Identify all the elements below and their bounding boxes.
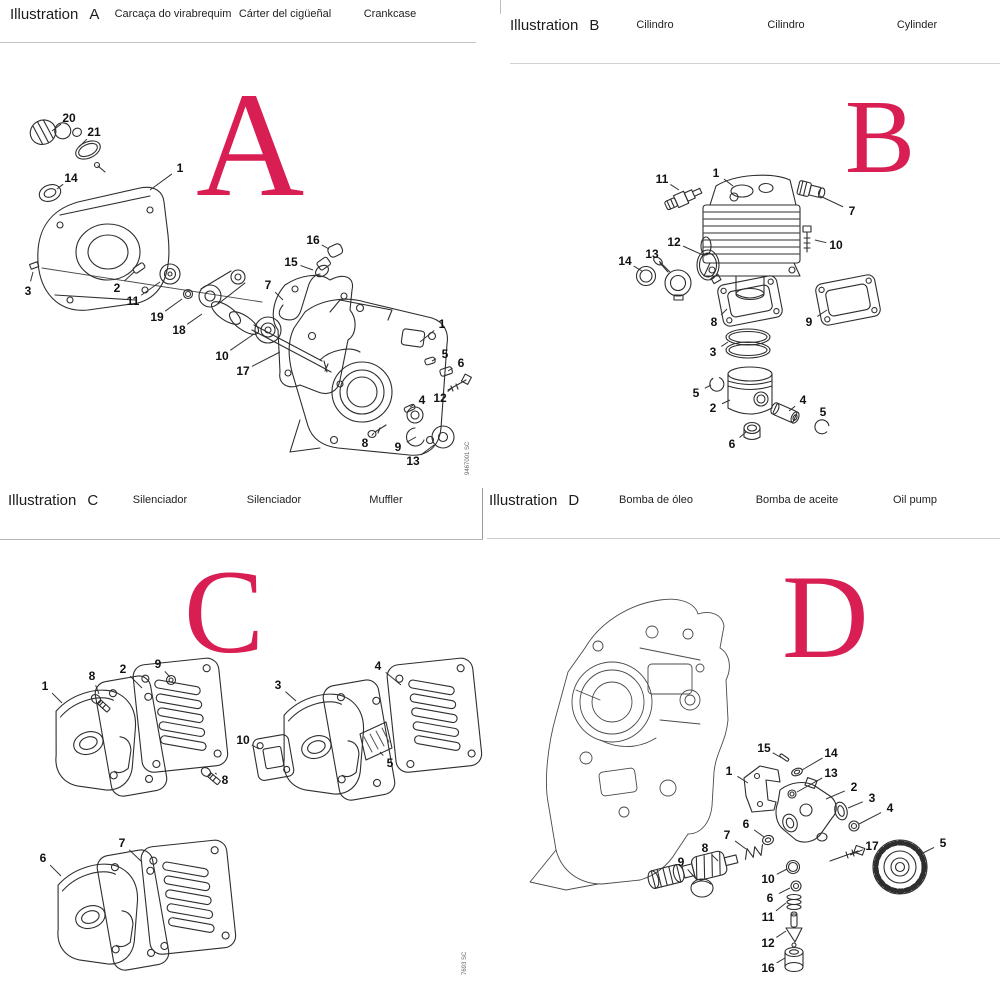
callout-leader xyxy=(779,888,790,894)
callout-number: 8 xyxy=(221,773,229,787)
crankcase-exploded-diagram xyxy=(0,50,500,480)
callout-leader xyxy=(420,330,434,342)
callout-number: 6 xyxy=(457,356,465,370)
callout-number: 8 xyxy=(88,669,96,683)
callout-leader xyxy=(670,184,679,190)
illustration-label: Illustration xyxy=(510,17,579,34)
callout-number: 14 xyxy=(64,171,78,185)
callout-number: 5 xyxy=(692,386,700,400)
callout-number: 8 xyxy=(710,315,718,329)
callout-number: 4 xyxy=(799,393,807,407)
callout-leader xyxy=(740,432,746,437)
callout-leader xyxy=(815,240,826,243)
callout-leader xyxy=(285,692,296,701)
crankcase-background-art xyxy=(530,599,729,890)
callout-leader xyxy=(776,903,786,911)
caption-es: Cárter del cigüeñal xyxy=(238,8,332,20)
callout-number: 2 xyxy=(119,662,127,676)
callout-number: 9 xyxy=(394,440,402,454)
callout-number: 13 xyxy=(645,247,659,261)
callout-number: 10 xyxy=(236,733,250,747)
top-divider-tick xyxy=(500,0,501,14)
callout-leader xyxy=(754,830,764,837)
callouts-layer xyxy=(678,741,947,975)
callout-leader xyxy=(50,865,61,876)
panel-b-title xyxy=(510,17,599,34)
oil-pump-exploded-diagram xyxy=(460,545,1000,1000)
callout-leader xyxy=(721,342,728,346)
callout-number: 13 xyxy=(406,454,420,468)
callout-number: 10 xyxy=(829,238,843,252)
caption-en: Oil pump xyxy=(892,494,938,506)
header-rule-a xyxy=(0,42,476,43)
callout-leader xyxy=(777,869,787,874)
crankcase-line-art xyxy=(26,105,471,455)
callout-leader xyxy=(859,813,881,824)
callout-leader xyxy=(165,299,182,311)
callout-number: 1 xyxy=(176,161,184,175)
callout-number: 3 xyxy=(709,345,717,359)
callout-leader xyxy=(165,671,170,677)
callout-number: 3 xyxy=(24,284,32,298)
callout-number: 4 xyxy=(418,393,426,407)
callout-leader xyxy=(407,437,416,442)
caption-pt: Bomba de óleo xyxy=(619,494,693,506)
illustration-letter: B xyxy=(589,17,600,34)
callout-leader xyxy=(712,855,718,861)
callout-leader xyxy=(230,334,254,350)
callout-number: 3 xyxy=(868,791,876,805)
callout-leader xyxy=(130,676,142,688)
callout-number: 3 xyxy=(274,678,282,692)
callout-leader xyxy=(820,196,843,207)
oil-pump-line-art xyxy=(646,753,927,971)
callout-leader xyxy=(659,261,670,272)
callout-leader xyxy=(776,931,786,937)
drawing-code-a: 9467001 SC xyxy=(465,441,471,475)
callout-number: 6 xyxy=(766,891,774,905)
callout-number: 7 xyxy=(848,204,856,218)
illustration-label: Illustration xyxy=(489,492,558,509)
callout-leader xyxy=(79,139,87,147)
callout-number: 6 xyxy=(728,437,736,451)
cylinder-line-art xyxy=(637,175,882,439)
callout-leader xyxy=(215,773,217,774)
drawing-code-c: 7693 SC xyxy=(462,951,468,975)
callout-number: 2 xyxy=(850,780,858,794)
caption-en: Cylinder xyxy=(896,19,938,31)
caption-pt: Silenciador xyxy=(132,494,188,506)
callout-number: 2 xyxy=(113,281,121,295)
caption-pt: Cilindro xyxy=(636,19,674,31)
callout-number: 6 xyxy=(39,851,47,865)
callout-number: 2 xyxy=(709,401,717,415)
illustration-letter: A xyxy=(89,6,100,23)
callout-number: 5 xyxy=(939,836,947,850)
panel-c-title xyxy=(8,492,98,509)
callout-number: 9 xyxy=(677,855,685,869)
callout-number: 20 xyxy=(62,111,76,125)
callout-number: 13 xyxy=(824,766,838,780)
callout-leader xyxy=(921,847,934,854)
panel-a-title xyxy=(10,6,99,23)
callout-number: 1 xyxy=(41,679,49,693)
section-letter-d: D xyxy=(782,550,869,683)
caption-en: Muffler xyxy=(369,494,403,506)
callout-number: 12 xyxy=(761,936,775,950)
caption-es: Silenciador xyxy=(246,494,302,506)
panel-d-title xyxy=(489,492,579,509)
callout-number: 8 xyxy=(361,436,369,450)
callout-number: 17 xyxy=(236,364,250,378)
callout-number: 4 xyxy=(374,659,382,673)
callout-number: 10 xyxy=(215,349,229,363)
caption-pt: Carcaça do virabrequim xyxy=(114,8,232,20)
callout-leader xyxy=(848,802,863,808)
callout-number: 7 xyxy=(118,836,126,850)
callout-leader xyxy=(688,869,697,880)
callout-number: 15 xyxy=(284,255,298,269)
callout-number: 8 xyxy=(701,841,709,855)
illustration-letter: D xyxy=(568,492,580,509)
cd-header-divider xyxy=(482,488,483,539)
callout-number: 21 xyxy=(87,125,101,139)
callout-number: 12 xyxy=(667,235,681,249)
callout-number: 18 xyxy=(172,323,186,337)
callout-number: 16 xyxy=(306,233,320,247)
callout-leader xyxy=(817,310,827,316)
callout-leader xyxy=(372,433,374,436)
callout-number: 5 xyxy=(441,347,449,361)
caption-es: Cilindro xyxy=(767,19,805,31)
caption-es: Bomba de aceite xyxy=(755,494,839,506)
caption-en: Crankcase xyxy=(363,8,417,20)
callout-number: 15 xyxy=(757,741,771,755)
illustration-label: Illustration xyxy=(8,492,77,509)
callout-leader xyxy=(252,352,280,366)
callout-leader xyxy=(421,445,434,455)
callout-leader xyxy=(722,400,730,404)
callout-number: 11 xyxy=(761,910,775,924)
muffler-line-art xyxy=(50,657,483,976)
callout-number: 5 xyxy=(819,405,827,419)
header-rule-d xyxy=(487,538,1000,539)
callout-number: 12 xyxy=(433,391,447,405)
callout-leader xyxy=(31,272,33,281)
callout-leader xyxy=(737,776,748,783)
callout-number: 6 xyxy=(742,817,750,831)
callouts-layer xyxy=(25,111,465,468)
callout-number: 11 xyxy=(126,294,140,308)
callout-number: 9 xyxy=(805,315,813,329)
section-letter-c: C xyxy=(184,545,265,678)
callout-leader xyxy=(187,314,202,324)
illustration-label: Illustration xyxy=(10,6,79,23)
callout-number: 1 xyxy=(712,166,720,180)
muffler-exploded-diagram xyxy=(0,545,490,1000)
header-rule-c xyxy=(0,539,483,540)
callout-number: 17 xyxy=(865,839,879,853)
callout-leader xyxy=(802,758,822,770)
callout-leader xyxy=(797,778,822,792)
section-letter-b: B xyxy=(845,78,916,195)
illustration-letter: C xyxy=(87,492,99,509)
callout-number: 16 xyxy=(761,961,775,975)
callout-leader xyxy=(777,958,785,963)
callout-number: 14 xyxy=(824,746,838,760)
callout-leader xyxy=(52,693,62,703)
cylinder-exploded-diagram xyxy=(500,70,1000,480)
callout-leader xyxy=(129,850,142,862)
callouts-layer xyxy=(40,657,401,876)
callouts-layer xyxy=(618,166,855,451)
callout-leader xyxy=(300,265,313,270)
callout-number: 7 xyxy=(723,828,731,842)
callout-leader xyxy=(150,174,172,190)
callout-number: 19 xyxy=(150,310,164,324)
callout-number: 10 xyxy=(761,872,775,886)
callout-number: 4 xyxy=(886,801,894,815)
callout-leader xyxy=(735,841,746,849)
callout-number: 7 xyxy=(264,278,272,292)
section-letter-a: A xyxy=(196,62,305,228)
callout-number: 1 xyxy=(438,317,446,331)
callout-number: 1 xyxy=(725,764,733,778)
callout-leader xyxy=(322,245,329,249)
callout-number: 11 xyxy=(655,172,669,186)
callout-number: 5 xyxy=(386,756,394,770)
callout-number: 14 xyxy=(618,254,632,268)
callout-number: 9 xyxy=(154,657,162,671)
header-rule-b xyxy=(510,63,1000,64)
